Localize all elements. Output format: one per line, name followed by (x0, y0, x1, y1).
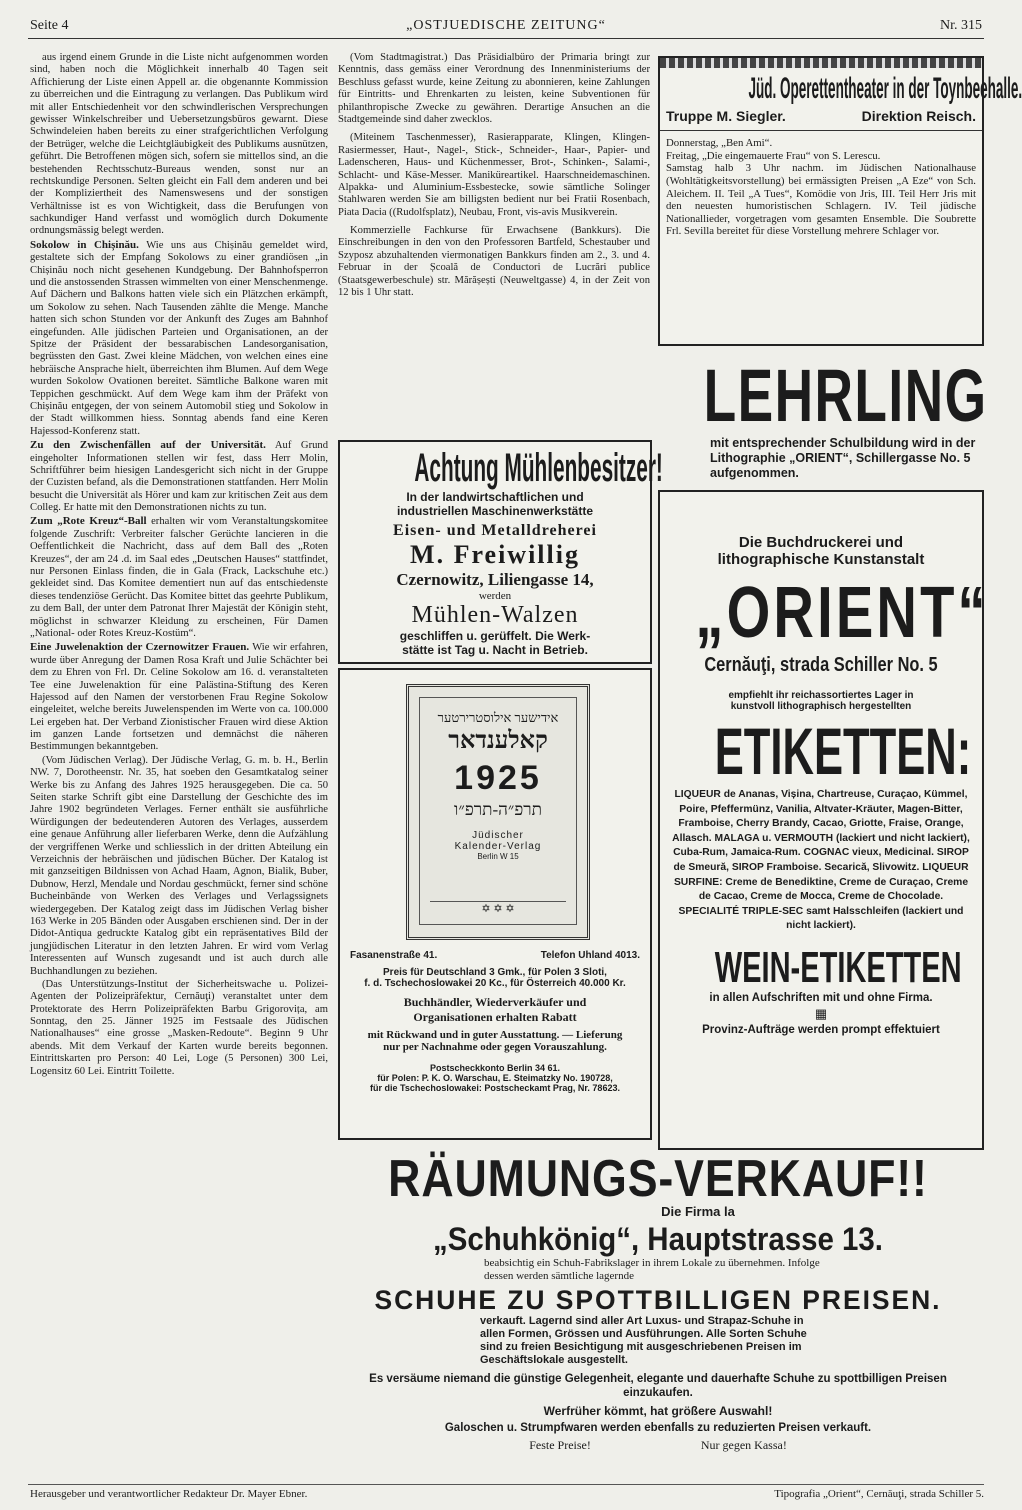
ad-headline: RÄUMUNGS-VERKAUF!! (388, 1150, 928, 1208)
issue-number: Nr. 315 (940, 18, 982, 33)
article-text: erhalten wir vom Veranstaltungskomitee folgende Zuschrift: Verbreiter falscher Gerüchte lancieren in die Oeffentlichkeit die Nachricht, dass auf dem Ball des „Roten Kreuzes“, der am 24 .d. im Saal edes „Deutschen Hauses“ stattfindet, nur Personen Einlass finden, die in Gala (Frack, Lackschuhe etc.) gekleidet sind. Das Komitee dementiert nun auf das entschiedenste dieses tendenziöse Gerücht. Das Komitee bittet das geehrte Publikum, zu dem Ball, der unter dem Patronat Ihrer Majestät der Königin steht, möglichst in schwarzer Kleidung zu erscheinen, Für Damen „National- oder Rotes Kreuz-Kostüm“. (30, 516, 328, 639)
article-paragraph: (Vom Jüdischen Verlag). Der Jüdische Verlag, G. m. b. H., Berlin NW. 7, Dorotheenstr. Nr. 35, hat soeben den Gesamtkatalog seiner Werke bis zu Anfang des Jahres 1925 herausgegeben. Die ca. 50 Seiten starke Schrift gibt eine Darstellung der Geschichte des im Jahre 1902 begründeten Verlages. Ferner enthält sie ausführliche Würdigungen der bedeutenderen Autoren des Verlages, ausserdem eine genaue Anführung aller lieferbaren Werke, denn die Aufzählung der vergriffenen Werke und schliesslich in der dritten Abteilung ein Verzeichnis der hebräischen und jüdischen Bücher. Der Katalog ist mit ganzseitigen Bildnissen von Achad Haam, Agnon, Bialik, Buber, Dubnow, Herzl, Mendale und Nordau geschmückt, ferner sind schöne Bucheinbände von Werken des Verlages und Verlagssignets wiedergegeben. Der Katalog zeigt dass im Jüdischen Verlag bisher 163 Werke in 205 Bänden oder Ausgaben erschienen sind. Der in der Didot-Antiqua gedruckte Katalog gibt ein repräsentatives Bild der jungjüdischen Literatur in den letzten Jahren. Er wird vom Verlag Interessenten auf Wunsch zugesandt und ist auch durch alle Buchhandlungen zu beziehen. (30, 754, 328, 977)
article-heading: Zum „Rote Kreuz“-Ball (30, 515, 147, 528)
calendar-hebrew-year: תרפ״ה-תרפ״ו (454, 800, 542, 819)
ad-schuhe: SCHUHE ZU SPOTTBILLIGEN PREISEN. (374, 1284, 942, 1315)
article-paragraph: Kommerzielle Fachkurse für Erwachsene (Bankkurs). Die Einschreibungen in den von den Professoren Bartfeld, Schestauber und Szyposz abzuhaltenden viermonatigen Bankkurs finden am 2., 3. und 4. Februar in der Școală de Conductori de Lucrări publice (Staatsgewerbeschule) str. Mărășești (Neuweltgasse) 4, in der Zeit von 12 bis 1 Uhr statt. (338, 225, 650, 299)
footer-rule (28, 1484, 984, 1485)
article-heading: Sokolow in Chișinău. (30, 238, 139, 251)
ad-line: stätte ist Tag u. Nacht in Betrieb. (402, 643, 588, 657)
ad-troupe: Truppe M. Siegler. (666, 108, 786, 124)
ad-address: Czernowitz, Liliengasse 14, (396, 570, 594, 589)
ad-line: werden (478, 590, 512, 602)
ad-lehrling (658, 354, 988, 484)
calendar-phone: Telefon Uhland 4013. (540, 950, 640, 961)
ad-program: Freitag, „Die eingemauerte Frau“ von S. Lerescu. (666, 149, 881, 162)
ad-company-name: „Schuhkönig“, Hauptstrasse 13. (433, 1221, 883, 1257)
calendar-dealers: Organisationen erhalten Rabatt (413, 1010, 577, 1024)
ad-headline: Achtung Mühlenbesitzer! (414, 446, 663, 490)
ad-line: kunstvoll lithographisch hergestellten (730, 701, 912, 712)
ad-program: Donnerstag, „Ben Ami“. (666, 137, 773, 149)
ad-line: empfiehlt ihr reichassortiertes Lager in (728, 690, 914, 701)
ad-direction: Direktion Reisch. (861, 108, 976, 124)
calendar-cover (406, 684, 590, 940)
calendar-publisher: Jüdischer (472, 830, 524, 841)
footer-editor: Herausgeber und verantwortlicher Redakteur Dr. Mayer Ebner. (30, 1488, 308, 1500)
ad-calendar (338, 668, 652, 1140)
calendar-order: mit Rückwand und in guter Ausstattung. — Lieferung (367, 1029, 623, 1041)
column-1 (30, 52, 328, 1484)
calendar-postal: für Polen: P. K. O. Warschau, E. Steimatzky No. 190728, (377, 1073, 613, 1083)
article-paragraph: (Vom Stadtmagistrat.) Das Präsidialbüro der Primaria bringt zur Kenntnis, dass gemäss einer Verordnung des Innenministeriums der Beschluss gefasst wurde, keine Zeitung zu abonnieren, keine Zahlungen für Eintritts- und Ehrenkarten zu leisten, keine Subventionen für philanthropische Zwecke zu gewähren. Derartige Ansuchen an die Stadtgemeinde sind daher zwecklos. (338, 52, 650, 125)
calendar-postal: Postscheckkonto Berlin 34 61. (429, 1063, 561, 1073)
column-2 (338, 52, 650, 392)
article-paragraph: (Miteinem Taschenmesser), Rasierapparate, Klingen, Klingen-Rasiermesser, Haut-, Nagel-, Stick-, Schneider-, Haar-, Papier- und Ladenscheren, Haus- und Küchenmesser, Brot-, Schinken-, Salami-, Schlacht- und Käse-Messer. Maniküreartikel. Haarschneidemaschinen. Alpakka- und Aluminium-Essbestecke, sowie sämtliche Solinger Stahlwaren werden Sie am billigsten bedient nur bei Fratii Rosenbach, Piata Dacia ((Rudolfsplatz), Neubau, Front, vis-avis Musikverein. (338, 132, 650, 218)
article-paragraph: (Das Unterstützungs-Institut der Sicherheitswache u. Polizei-Agenten der Polizeipräfektur, Cernăuţi) veranstaltet unter dem Protektorate des Herrn Polizeipräfekten Barbu Grigorovița, am Sonntag, den 25. Jänner 1925 im Festsaale des Jüdischen Nationalhauses“ eine grosse „Masken-Redoute“. Beginn 9 Uhr abends. Mit dem Verkauf der Karten wurde bereits begonnen. Eintrittskarten pro Person: 40 Lei, Loge (5 Personen) 300 Lei, Logensitz 60 Lei. Eintritt Toilette. (30, 978, 328, 1077)
ad-text: Nur gegen Kassa! (700, 1438, 787, 1453)
ad-text: mit entsprechender Schulbildung wird in der Lithographie „ORIENT“, Schillergasse No. 5 aufgenommen. (710, 436, 976, 480)
calendar-postal: für die Tschechoslowakei: Postscheckamt Prag, Nr. 78623. (370, 1083, 620, 1093)
calendar-order: nur per Nachnahme oder gegen Vorauszahlung. (383, 1041, 607, 1053)
ad-line: Die Firma la (661, 1204, 735, 1219)
ad-muehlenbesitzer (338, 440, 663, 664)
ad-program: Samstag halb 3 Uhr nachm. im Jüdischen Nationalhause (Wohltätigkeitsvorstellung) bei ermässigten Preisen „A Eze“ von Sch. Aleichem. II. Teil „A Tues“, Komödie von Jris, III. Teil Herr Jris mit den neuesten humoristischen Schlagern. IV. Teil jüdische Nationallieder, vorgetragen vom gesamten Ensemble. Die Soubrette Frl. Sevilla bereitet für diese Vorstellung mehrere Schlager vor. (666, 162, 976, 238)
decorative-border (660, 58, 982, 68)
ad-line: Eisen- und Metalldreherei (393, 522, 597, 539)
ad-company-name: „ORIENT“ (695, 573, 989, 653)
article-text: Auf Grund eingeholter Informationen stellen wir fest, dass Herr Molin, Schriftführer beim hiesigen Landesgericht sich nicht in der Gruppe der Cuzisten befand, als die Demonstrationen stattfanden. Herr Molin besucht die Universität als Hörer und kam zur kritischen Zeit aus dem Colleg. Er hatte mit den Demonstrationen nichts zu tun. (30, 440, 328, 514)
footer-printer: Tipografia „Orient“, Cernăuţi, strada Schiller 5. (774, 1488, 984, 1500)
ad-text: beabsichtig ein Schuh-Fabrikslager in ihrem Lokale zu übernehmen. Infolge dessen werden sämtliche lagernde (484, 1257, 820, 1282)
newspaper-title: „OSTJUEDISCHE ZEITUNG“ (406, 18, 606, 33)
calendar-hebrew-word: קאלענדאר (448, 728, 548, 754)
ad-wein-etiketten: WEIN-ETIKETTEN (714, 943, 962, 993)
ad-headline: LEHRLING (703, 354, 988, 437)
ad-text: Es versäume niemand die günstige Gelegenheit, elegante und dauerhafte Schuhe zu spottbilligen Preisen einzukaufen. (369, 1372, 947, 1399)
page-header (30, 14, 982, 40)
calendar-price: Preis für Deutschland 3 Gmk., für Polen 3 Sloti, (383, 967, 607, 978)
ad-text: Feste Preise! (529, 1438, 591, 1453)
ad-raeumungsverkauf (330, 1150, 986, 1480)
calendar-price: f. d. Tschechoslowakei 20 Kc., für Österreich 40.000 Kr. (364, 978, 626, 989)
ad-text: Werfrüher kömmt, hat größere Auswahl! (543, 1404, 773, 1419)
header-rule (28, 38, 984, 39)
article-paragraph: aus irgend einem Grunde in die Liste nicht aufgenommen worden sind, haben noch die Möglichkeit innerhalb 40 Tagen seit Affichierung der Liste einen Appell ar. die obgenannte Kommission zu überreichen und die Eintragung zu verlangen. Das Publikum wird mit aller Entschiedenheit vor den schwindlerischen Versprechungen gewisser Winkelschreiber und Uebersetzungsbüros gewarnt. Diese Schwindeleien haben bereits zu einer strafgerichtlichen Verfolgung der Betrüger, welche die Leichtgläubigkeit des Publikums ausnützen, geführt. Die Betroffenen mögen sich, sofern sie mittellos sind, an die bestehenden Rechtsschutz-Bureaus wenden, sonst nur an rechtskundige Personen. Selten gleicht ein Fall dem anderen und bei der Kompliziertheit des Namenswesens und der sonstigen Verhältnisse ist es von Wichtigkeit, dass die Berufungen von sachkundiger Hand verfasst und womöglich durch Dokumente ordnungsmässig belegt werden. (30, 52, 328, 237)
ad-line: Die Buchdruckerei und (738, 534, 904, 551)
article-text: Wie uns aus Chișinău gemeldet wird, gestaltete sich der Empfang Sokolows zu einer grandiösen „in Chișinău noch nicht gesehenen Kundgebung. Der Bahnhofsperron und die anstossenden Strassen wimmelten von einer Menschenmenge. Auf Dächern und Balkons hatten viele sich ein Plätzchen erkämpft, um Sokolow zu sehen. Nach Tausenden zählte die Menge. Manche hatten sich schon Stunden vor der Ankunft des Zuges am Bahnhof eingefunden. Alle jüdischen Parteien und Organisationen, an der Spitze der Präsident der bessarabischen Landesorganisation, begrüssten den Gast. Zwei kleine Mädchen, von welchen eines eine hebräische Ansprache hielt, überreichten ihm Blumen. Auf dem Wege wurden Sokolow Ovationen bereitet. Sämtliche Balkone waren mit Teppichen geschmückt. Auf dem Wege kam ihm der Präfekt von Chișinău entgegen, der von seinem Automobil stieg und Sokolow in der Stadt willkommen hiess. Sonntag abends fand eine Keren Hajessod-Konferenz statt. (30, 239, 328, 437)
calendar-publisher: Kalender-Verlag (454, 841, 542, 852)
calendar-dealers: Buchhändler, Wiederverkäufer und (403, 995, 587, 1009)
ornament-icon: ▦ (814, 1006, 828, 1022)
calendar-address: Fasanenstraße 41. (350, 950, 438, 961)
ad-orient (658, 490, 989, 1150)
article-heading: Zu den Zwischenfällen auf der Universität. (30, 439, 266, 452)
page-number: Seite 4 (30, 18, 69, 33)
ad-line: In der landwirtschaftlichen und (406, 490, 584, 504)
calendar-hebrew-title: אידישער אילוסטרירטער (437, 710, 559, 725)
ad-line: geschliffen u. gerüffelt. Die Werk- (399, 629, 591, 643)
ad-text: verkauft. Lagernd sind aller Art Luxus- und Strapaz-Schuhe in allen Formen, Grössen und Ausführungen. Alle Sorten Schuhe sind zu freien Besichtigung mit ausgeschriebenen Preisen im Geschäftslokale ausgestellt. (480, 1314, 807, 1366)
ad-product: Mühlen-Walzen (411, 602, 579, 628)
ad-company-name: M. Freiwillig (410, 540, 580, 569)
article-heading: Eine Juwelenaktion der Czernowitzer Frauen. (30, 641, 250, 654)
ad-line: lithographische Kunstanstalt (717, 551, 925, 568)
ad-product-list: LIQUEUR de Ananas, Vișina, Chartreuse, Curaçao, Kümmel, Poire, Pfeffermünz, Vanilia, Altvater-Kräuter, Magen-Bitter, Framboise, Cherry Brandy, Cacao, Griotte, Fraise, Orange, Allasch. MALAGA u. VERMOUTH (lackiert und nicht lackiert), Cuba-Rum, Jamaica-Rum. COGNAC vieux, Medicinal. SIROP de Smeură, SIROP Framboise. Secarică, Slivowitz. LIQUEUR SURFINE: Creme de Benediktine, Creme de Curaçao, Creme de Cacao, Creme de Mocca, Creme de Chocolade. SPECIALITÉ TRIPLE-SEC samt Halsschleifen (lackiert und nicht lackiert). (672, 789, 970, 932)
ad-headline: Jüd. Operettentheater in der Toynbeehalle. (748, 72, 1022, 105)
ad-line: in allen Aufschriften mit und ohne Firma. (709, 992, 933, 1005)
ad-line: Provinz-Aufträge werden prompt effektuiert (702, 1024, 940, 1037)
calendar-year: 1925 (454, 759, 542, 797)
article-text: Wie wir erfahren, wurde über Anregung der Damen Rosa Kraft und Julie Schächter bei dem zu Ehren von Frl. Dr. Celine Sokolow am 16. d. veranstalteten Tee eine Juwelenaktion für eine Palästina-Stiftung des Keren Hajessod auf den Namen der verstorbenen Frau Regine Sokolow eingeleitet, welche bereits Juwelenspenden im Werte von ca. 100.000 Lei ergeben hat. Der Verband Zionistischer Frauen wird diese Aktion im ganzen Lande fortsetzen und demnächst die näheren Bestimmungen bekanntgeben. (30, 642, 328, 753)
ad-line: industriellen Maschinenwerkstätte (396, 504, 594, 518)
menorah-icon: ✡ ✡ ✡ (430, 901, 566, 918)
calendar-publisher: Berlin W 15 (477, 852, 519, 861)
ad-etiketten: ETIKETTEN: (714, 714, 972, 788)
ad-operette (658, 56, 1022, 346)
ad-text: Galoschen u. Strumpfwaren werden ebenfalls zu reduzierten Preisen verkauft. (444, 1422, 872, 1435)
ad-address: Cernăuţi, strada Schiller No. 5 (704, 654, 938, 676)
